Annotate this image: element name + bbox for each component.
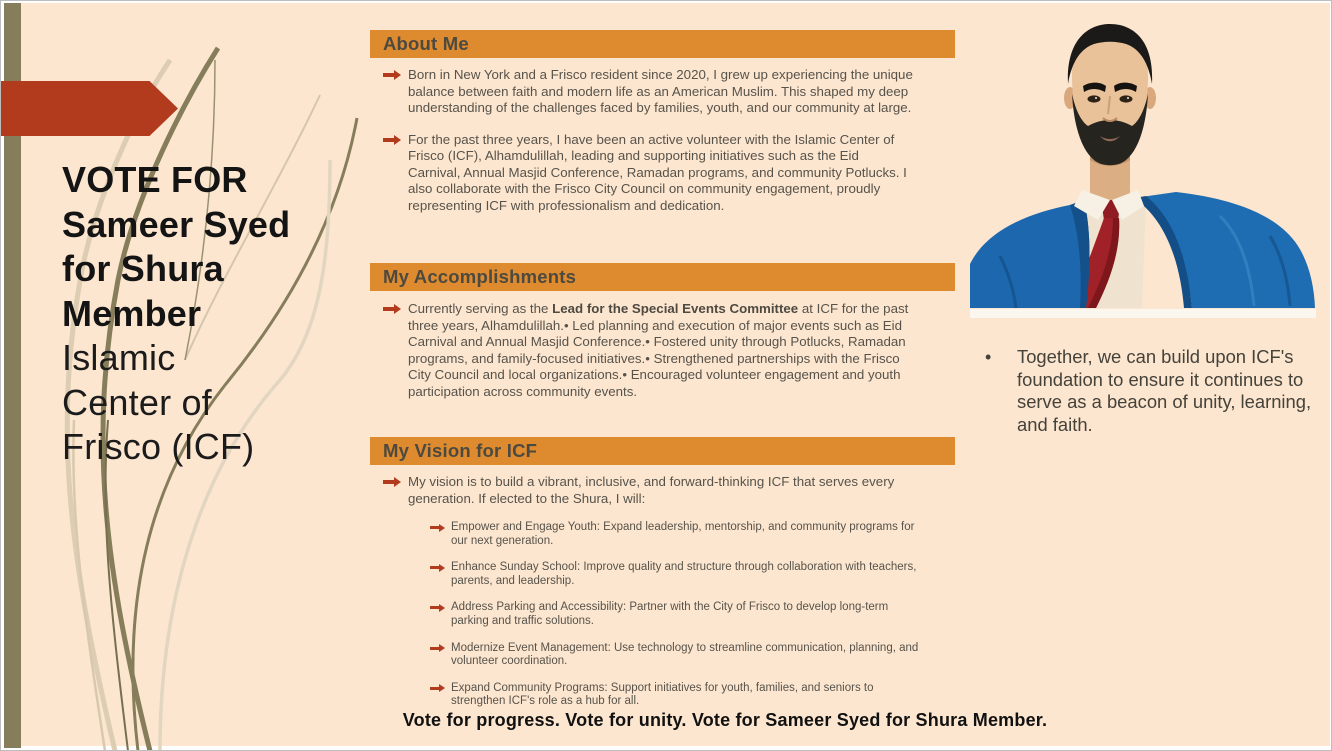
list-item xyxy=(370,601,955,628)
bullet-text-part: Currently serving as the xyxy=(408,301,553,316)
quote-block xyxy=(985,346,1325,436)
list-item xyxy=(370,521,955,548)
bullet-text: Expand Community Programs: Support initiatives for youth, families, and seniors to strengthen ICF's role as a hub for all. xyxy=(451,681,874,708)
bullet-text: My vision is to build a vibrant, inclusive, and forward-thinking ICF that serves every generation. If elected to the Shura, I will: xyxy=(408,474,895,506)
title-line: for Shura xyxy=(62,248,224,289)
about-me-bullets xyxy=(370,67,955,229)
arrow-bullet-icon xyxy=(430,606,439,609)
bullet-text: Modernize Event Management: Use technology to streamline communication, planning, and volunteer coordination. xyxy=(451,641,919,668)
bullet-text: Address Parking and Accessibility: Partner with the City of Frisco to develop long-term parking and traffic solutions. xyxy=(451,601,889,627)
arrow-bullet-icon xyxy=(430,647,439,650)
vision-sub-bullets xyxy=(370,521,955,722)
bullet-text xyxy=(408,301,913,400)
arrow-bullet-icon xyxy=(383,138,394,142)
vision-intro xyxy=(370,474,955,522)
bullet-text: Enhance Sunday School: Improve quality and structure through collaboration with teachers, parents, and leadership. xyxy=(451,561,917,587)
slide-title xyxy=(62,158,372,470)
accomplishments-bullets xyxy=(370,301,955,415)
list-item xyxy=(370,301,955,400)
footer-tagline: Vote for progress. Vote for unity. Vote for Sameer Syed for Shura Member. xyxy=(402,710,1048,730)
arrow-bullet-icon xyxy=(383,480,394,484)
section-header-vision: My Vision for ICF xyxy=(370,437,955,465)
list-item xyxy=(370,67,955,117)
title-line: Sameer Syed xyxy=(62,203,291,245)
title-line: VOTE FOR xyxy=(62,159,248,200)
portrait-photo xyxy=(970,6,1316,318)
arrow-bullet-icon xyxy=(430,526,439,529)
section-header-accomplishments: My Accomplishments xyxy=(370,263,955,291)
bullet-text: Born in New York and a Frisco resident since 2020, I grew up experiencing the unique balance between faith and modern life as an American Muslim. This shaped my deep understanding of the challenges faced by families, youth, and our community at large. xyxy=(408,67,913,115)
arrow-bullet-icon xyxy=(383,73,394,77)
arrow-bullet-icon xyxy=(430,566,439,569)
arrow-bullet-icon xyxy=(430,687,439,690)
arrow-bullet-icon xyxy=(383,307,394,311)
subtitle-line: Center of xyxy=(62,381,212,423)
subtitle-line: Frisco (ICF) xyxy=(62,426,255,467)
title-line: Member xyxy=(62,292,202,334)
section-header-about-me: About Me xyxy=(370,30,955,58)
list-item xyxy=(370,474,955,507)
subtitle-line: Islamic xyxy=(62,337,176,378)
list-item xyxy=(370,682,955,709)
quote-text: Together, we can build upon ICF's foundation to ensure it continues to serve as a beacon of unity, learning, and faith. xyxy=(1017,346,1312,435)
bullet-text-part: at ICF for the past three years, Alhamdulillah.• Led planning and execution of major events such as Eid Carnival and Annual Masjid Conference.• Fostered unity through Potlucks, Ramadan programs, and family-focused initiatives.• Strengthened partnerships with the Frisco City Council and local organizations.• Encouraged volunteer engagement and youth participation across community events. xyxy=(408,301,909,399)
list-item xyxy=(370,561,955,588)
bullet-text: For the past three years, I have been an active volunteer with the Islamic Center of Frisco (ICF), Alhamdulillah, leading and supporting initiatives such as the Eid Carnival, Annual Masjid Conference, Ramadan programs, and community Potlucks. I also collaborate with the Frisco City Council on community engagement, proudly representing ICF with professionalism and dedication. xyxy=(408,131,907,213)
bullet-text: Empower and Engage Youth: Expand leadership, mentorship, and community programs for our next generation. xyxy=(451,521,915,547)
list-item xyxy=(370,642,955,669)
bullet-text-bold: Lead for the Special Events Committee xyxy=(552,301,799,316)
dot-bullet-icon: • xyxy=(985,347,992,367)
list-item xyxy=(370,132,955,215)
portrait-illustration xyxy=(970,6,1316,318)
arrow-banner-shape xyxy=(0,81,178,136)
